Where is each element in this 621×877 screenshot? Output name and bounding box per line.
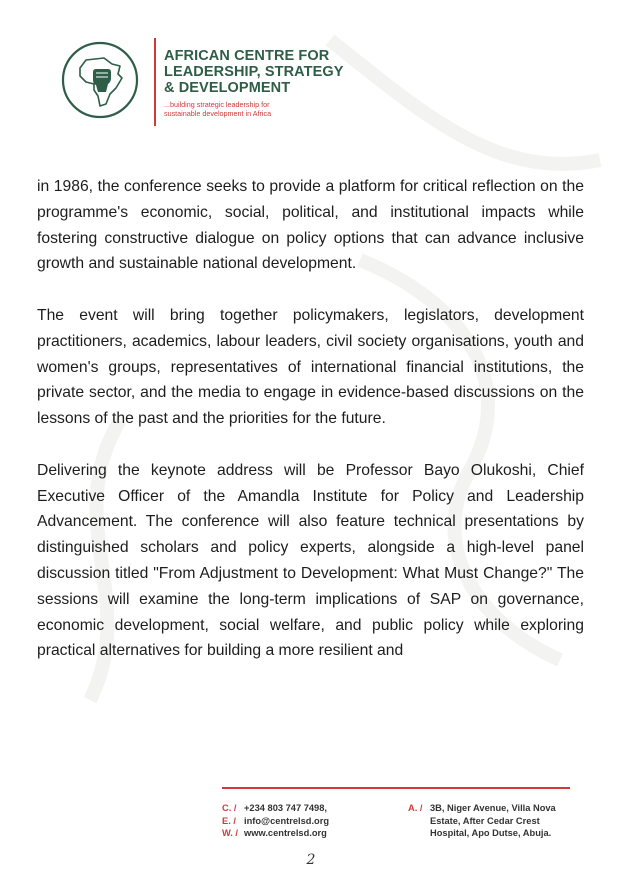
org-name-line-3: & DEVELOPMENT bbox=[164, 80, 291, 96]
address-label: A. / bbox=[408, 803, 423, 813]
org-name-line-1: AFRICAN CENTRE FOR bbox=[164, 48, 330, 64]
address-row bbox=[408, 802, 588, 840]
address-line-3: Hospital, Apo Dutse, Abuja. bbox=[430, 828, 552, 838]
header-divider bbox=[154, 38, 156, 126]
paragraph-2: The event will bring together policymakers, legislators, development practitioners, academics, labour leaders, civil society organisations, youth and women's groups, representatives of international financial institutions, the private sector, and the media to engage in evidence-based discussions on the lessons of the past and the priorities for the future. bbox=[37, 306, 584, 428]
phone-row bbox=[222, 802, 392, 815]
address-line-1: 3B, Niger Avenue, Villa Nova bbox=[430, 803, 556, 813]
address-text bbox=[430, 802, 556, 840]
africa-fist-logo-icon bbox=[60, 40, 140, 120]
email-label: E. / bbox=[222, 815, 236, 826]
organization-tagline bbox=[164, 101, 364, 118]
web-address: www.centrelsd.org bbox=[244, 828, 327, 838]
organization-name bbox=[164, 48, 384, 96]
footer-divider bbox=[222, 787, 570, 789]
contact-details bbox=[222, 802, 392, 840]
paragraph-3: Delivering the keynote address will be Professor Bayo Olukoshi, Chief Executive Officer of the Amandla Institute for Policy and Leadership Advancement. The conference will also feature technical presentations by distinguished scholars and policy experts, alongside a high-level panel discussion titled "From Adjustment to Development: What Must Change?" The sessions will examine the long-term implications of SAP on governance, economic development, social welfare, and public policy while exploring practical alternatives for building a more resilient and bbox=[37, 461, 584, 660]
letterhead bbox=[58, 38, 378, 130]
tagline-line-1: ...building strategic leadership for bbox=[164, 100, 270, 109]
page-number: 2 bbox=[306, 852, 316, 868]
email-row bbox=[222, 815, 392, 828]
org-name-line-2: LEADERSHIP, STRATEGY bbox=[164, 64, 344, 80]
web-row bbox=[222, 827, 392, 840]
phone-label: C. / bbox=[222, 803, 237, 813]
tagline-line-2: sustainable development in Africa bbox=[164, 108, 272, 118]
address-line-2: Estate, After Cedar Crest bbox=[430, 815, 540, 826]
document-body bbox=[37, 174, 584, 690]
email-address: info@centrelsd.org bbox=[244, 815, 329, 826]
web-label: W. / bbox=[222, 828, 239, 838]
paragraph-1: in 1986, the conference seeks to provide a platform for critical reflection on the programme's economic, social, political, and institutional impacts while fostering constructive dialogue on policy options that can advance inclusive growth and sustainable national development. bbox=[37, 178, 584, 273]
phone-number: +234 803 747 7498, bbox=[244, 803, 327, 813]
address-details bbox=[408, 802, 588, 840]
